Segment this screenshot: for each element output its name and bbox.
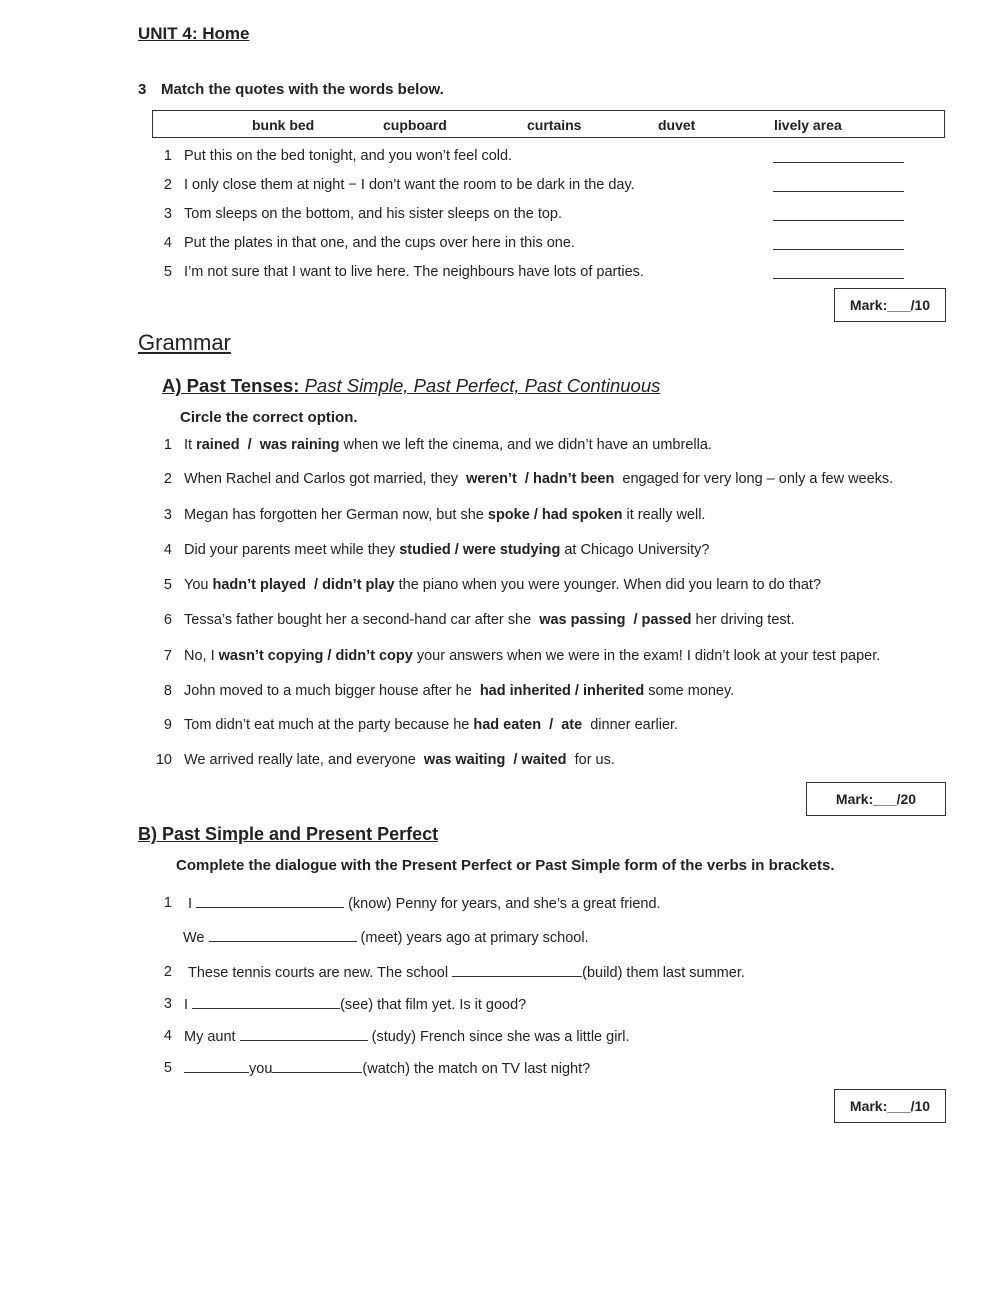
answer-options[interactable]: had inherited / inherited [479, 683, 645, 699]
word-bank-item: lively area [774, 117, 842, 133]
item-text: it really well. [622, 507, 706, 523]
item-number: 3 [163, 206, 172, 222]
item-number: 4 [163, 235, 172, 251]
answer-options[interactable]: weren’t / hadn’t been [466, 471, 615, 487]
item-text: Did your parents meet while they [184, 542, 400, 558]
section-b-heading: B) Past Simple and Present Perfect [138, 824, 439, 844]
item-text: You [184, 577, 213, 593]
fill-in-blank[interactable] [192, 996, 340, 1009]
item-text: engaged for very long – only a few weeks. [614, 471, 894, 487]
item-text-middle: you [249, 1061, 273, 1077]
word-bank-item: bunk bed [252, 117, 315, 133]
vocab-item-text: Tom sleeps on the bottom, and his sister sleeps on the top. [184, 206, 563, 222]
item-number: 2 [163, 471, 172, 487]
item-text: It [184, 437, 197, 453]
item-number: 5 [163, 577, 172, 593]
section-a-item [184, 471, 893, 487]
item-text-after: (watch) the match on TV last night? [362, 1061, 591, 1077]
answer-options[interactable]: hadn’t played / didn’t play [212, 577, 395, 593]
item-text: We arrived really late, and everyone [184, 752, 424, 768]
item-text: When Rachel and Carlos got married, they [184, 471, 467, 487]
word-bank-item: duvet [658, 117, 696, 133]
section-b-instruction: Complete the dialogue with the Present Perfect or Past Simple form of the verbs in brackets. [176, 857, 835, 874]
item-text-before: We [183, 930, 209, 946]
vocab-mark-box: Mark:___/10 [834, 288, 946, 322]
vocab-item-text: I’m not sure that I want to live here. The neighbours have lots of parties. [184, 264, 644, 280]
item-number: 4 [163, 1028, 172, 1044]
section-a-mark-box: Mark:___/20 [806, 782, 946, 816]
vocab-instruction: Match the quotes with the words below. [161, 81, 444, 98]
item-text: dinner earlier. [582, 717, 679, 733]
answer-options[interactable]: spoke / had spoken [487, 507, 623, 523]
word-bank-item: curtains [527, 117, 582, 133]
item-number: 3 [163, 996, 172, 1012]
section-a-item [184, 577, 821, 593]
section-b-item [184, 996, 526, 1013]
section-a-heading-bold: A) Past Tenses: [162, 375, 300, 396]
fill-in-blank[interactable] [272, 1060, 362, 1073]
vocab-exercise-number: 3 [138, 81, 147, 98]
item-number: 3 [163, 507, 172, 523]
item-number: 4 [163, 542, 172, 558]
answer-blank[interactable] [773, 162, 904, 163]
item-text-after: (build) them last summer. [582, 965, 745, 981]
fill-in-blank[interactable] [452, 964, 582, 977]
item-text-before: My aunt [184, 1029, 240, 1045]
section-b-item [184, 1028, 630, 1045]
answer-options[interactable]: had eaten / ate [473, 717, 583, 733]
item-text: her driving test. [691, 612, 795, 628]
section-a-item [184, 752, 615, 768]
section-a-item [184, 683, 734, 699]
word-bank-item: cupboard [383, 117, 447, 133]
section-a-item [184, 612, 795, 628]
item-text: John moved to a much bigger house after he [184, 683, 480, 699]
section-b-item [183, 929, 589, 946]
vocab-item-text: I only close them at night − I don’t want the room to be dark in the day. [184, 177, 635, 193]
item-text-after: (see) that film yet. Is it good? [340, 997, 527, 1013]
answer-blank[interactable] [773, 220, 904, 221]
fill-in-blank[interactable] [209, 929, 357, 942]
item-text-after: (know) Penny for years, and she’s a great friend. [344, 896, 661, 912]
section-a-item [184, 648, 880, 664]
item-text: for us. [566, 752, 615, 768]
item-number: 10 [155, 752, 172, 768]
unit-title: UNIT 4: Home [138, 24, 250, 43]
section-b-item [188, 895, 661, 912]
answer-options[interactable]: rained / was raining [196, 437, 340, 453]
grammar-heading: Grammar [138, 330, 231, 355]
answer-blank[interactable] [773, 278, 904, 279]
answer-blank[interactable] [773, 249, 904, 250]
item-number: 7 [163, 648, 172, 664]
fill-in-blank[interactable] [240, 1028, 368, 1041]
item-text: at Chicago University? [560, 542, 710, 558]
section-b-item [184, 1060, 590, 1077]
item-text: Tessa’s father bought her a second-hand car after she [184, 612, 540, 628]
section-a-item [184, 507, 705, 523]
section-a-item [184, 717, 678, 733]
fill-in-blank[interactable] [184, 1060, 249, 1073]
item-number: 5 [163, 264, 172, 280]
item-text-before: These tennis courts are new. The school [188, 965, 453, 981]
item-text: Megan has forgotten her German now, but she [184, 507, 488, 523]
item-text: No, I [184, 648, 219, 664]
section-a-instruction: Circle the correct option. [180, 409, 358, 426]
vocab-item-text: Put this on the bed tonight, and you won’t feel cold. [184, 148, 513, 164]
item-text: some money. [644, 683, 735, 699]
section-b-item [188, 964, 745, 981]
item-number: 1 [163, 148, 172, 164]
answer-options[interactable]: wasn’t copying / didn’t copy [218, 648, 413, 664]
item-number: 1 [163, 895, 172, 911]
vocab-item-text: Put the plates in that one, and the cups over here in this one. [184, 235, 575, 251]
item-text-after: (meet) years ago at primary school. [356, 930, 589, 946]
item-number: 9 [163, 717, 172, 733]
answer-blank[interactable] [773, 191, 904, 192]
section-a-heading-italic: Past Simple, Past Perfect, Past Continuous [304, 375, 661, 396]
section-b-mark-box: Mark:___/10 [834, 1089, 946, 1123]
answer-options[interactable]: was passing / passed [539, 612, 692, 628]
answer-options[interactable]: studied / were studying [399, 542, 561, 558]
fill-in-blank[interactable] [196, 895, 344, 908]
item-number: 2 [163, 177, 172, 193]
item-text: the piano when you were younger. When did you learn to do that? [394, 577, 822, 593]
item-text-after: (study) French since she was a little girl. [367, 1029, 630, 1045]
item-number: 2 [163, 964, 172, 980]
section-a-item [184, 437, 712, 453]
item-number: 8 [163, 683, 172, 699]
answer-options[interactable]: was waiting / waited [423, 752, 567, 768]
item-text: when we left the cinema, and we didn’t have an umbrella. [339, 437, 712, 453]
item-text: your answers when we were in the exam! I didn’t look at your test paper. [412, 648, 881, 664]
item-text-before: I [184, 997, 193, 1013]
item-text-before: I [188, 896, 197, 912]
word-bank-box [152, 110, 945, 138]
item-number: 1 [163, 437, 172, 453]
item-number: 5 [163, 1060, 172, 1076]
item-number: 6 [163, 612, 172, 628]
item-text: Tom didn’t eat much at the party because he [184, 717, 474, 733]
section-a-heading [162, 375, 660, 397]
section-a-item [184, 542, 709, 558]
